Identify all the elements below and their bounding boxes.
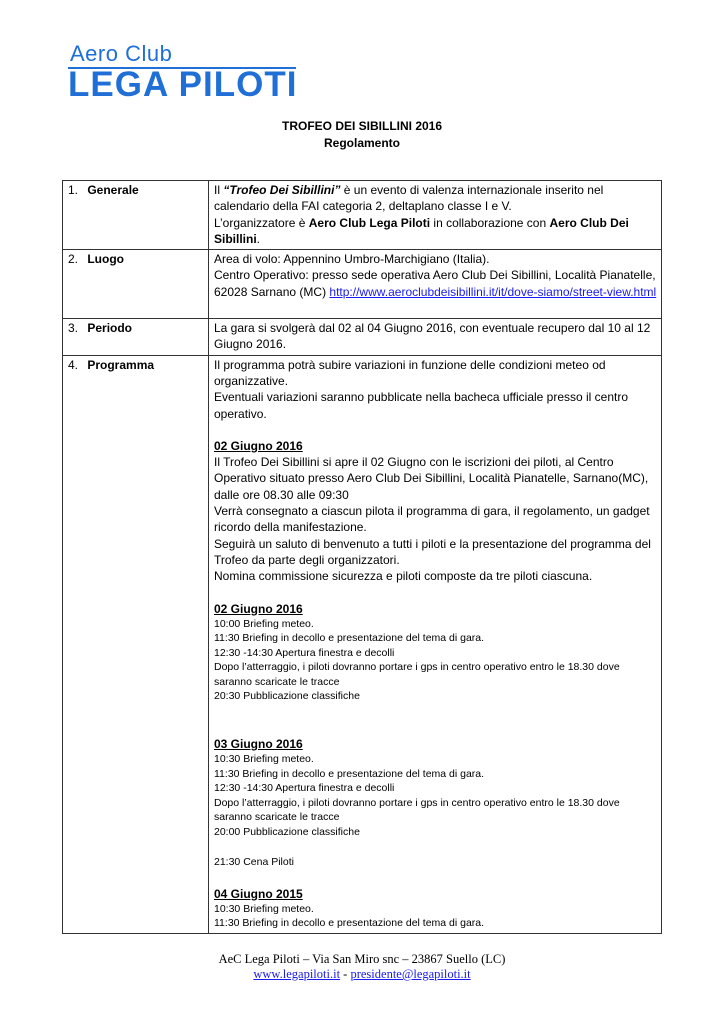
text: è un evento di valenza internazionale inserito nel calendario della FAI categoria 2, deltaplano classe I e V. xyxy=(214,183,604,214)
footer-separator: - xyxy=(340,967,351,981)
schedule-item: 11:30 Briefing in decollo e presentazione del tema di gara. xyxy=(214,767,485,780)
logo-line1: Aero Club xyxy=(70,41,173,66)
text: L’organizzatore è xyxy=(214,215,309,230)
text: Seguirà un saluto di benvenuto a tutti i piloti e la presentazione del programma del Trofeo da parte degli organizzatori. xyxy=(214,536,651,567)
row-label-cell xyxy=(63,319,209,356)
row-label-cell xyxy=(63,355,209,933)
table-row-luogo xyxy=(63,250,662,319)
row-label: Luogo xyxy=(87,252,124,267)
row-number: 4. xyxy=(68,357,79,372)
schedule-item: Dopo l’atterraggio, i piloti dovranno portare i gps in centro operativo entro le 18.30 dove saranno scaricate le tracce xyxy=(214,661,620,688)
spacer xyxy=(214,839,657,855)
row-number: 3. xyxy=(68,321,79,336)
row-content-cell xyxy=(209,355,662,933)
schedule-item: Dopo l’atterraggio, i piloti dovranno portare i gps in centro operativo entro le 18.30 dove saranno scaricate le tracce xyxy=(214,796,620,824)
footer-contacts xyxy=(0,967,724,982)
schedule-item: 11:30 Briefing in decollo e presentazione del tema di gara. xyxy=(214,917,485,930)
text: in collaborazione con xyxy=(430,215,550,230)
spacer xyxy=(214,422,657,438)
table-row-programma xyxy=(63,355,662,933)
document-subtitle: Regolamento xyxy=(323,136,400,150)
schedule-item: 10:30 Briefing meteo. xyxy=(214,753,314,766)
event-name: “Trofeo Dei Sibillini” xyxy=(223,183,341,197)
row-content-cell xyxy=(209,250,662,319)
text: . xyxy=(256,231,261,246)
row-number: 2. xyxy=(68,252,79,267)
regulation-table xyxy=(62,180,662,934)
row-content-cell xyxy=(209,181,662,250)
text: Area di volo: Appennino Umbro-Marchigiano (Italia). xyxy=(214,252,490,267)
schedule-item: 20:00 Pubblicazione classifiche xyxy=(214,825,360,838)
website-link[interactable]: www.legapiloti.it xyxy=(253,967,341,981)
day-heading: 02 Giugno 2016 xyxy=(214,438,303,453)
aero-club-lega-piloti-logo xyxy=(68,42,300,102)
schedule-item: 10:00 Briefing meteo. xyxy=(214,617,314,630)
table-row-generale xyxy=(63,181,662,250)
day-heading: 03 Giugno 2016 xyxy=(214,736,303,751)
email-link[interactable]: presidente@legapiloti.it xyxy=(350,967,471,981)
schedule-item: 10:30 Briefing meteo. xyxy=(214,902,314,915)
text: La gara si svolgerà dal 02 al 04 Giugno 2016, con eventuale recupero dal 10 al 12 Giugno 2016. xyxy=(214,321,651,352)
spacer xyxy=(214,870,657,886)
spacer xyxy=(214,300,657,316)
partner-name: Aero Club Dei Sibillini xyxy=(214,215,629,246)
row-label: Generale xyxy=(87,183,139,197)
text: Verrà consegnato a ciascun pilota il programma di gara, il regolamento, un gadget ricordo della manifestazione. xyxy=(214,504,650,535)
table-row-periodo xyxy=(63,319,662,356)
schedule-item: 20:30 Pubblicazione classifiche xyxy=(214,690,360,703)
row-content-cell xyxy=(209,319,662,356)
row-label-cell xyxy=(63,250,209,319)
text: Centro Operativo: presso sede operativa Aero Club Dei Sibillini, Località Pianatelle, 62028 Sarnano (MC) xyxy=(214,268,656,299)
document-title: TROFEO DEI SIBILLINI 2016 xyxy=(281,119,443,133)
text: Nomina commissione sicurezza e piloti composte da tre piloti ciascuna. xyxy=(214,569,593,584)
text: Il programma potrà subire variazioni in funzione delle condizioni meteo od organizzative. xyxy=(214,357,606,388)
row-label: Periodo xyxy=(87,321,133,336)
schedule-item: 12:30 -14:30 Apertura finestra e decolli xyxy=(214,782,395,795)
schedule-item: 11:30 Briefing in decollo e presentazione del tema di gara. xyxy=(214,632,485,645)
row-number: 1. xyxy=(68,183,79,197)
schedule-item: 12:30 -14:30 Apertura finestra e decolli xyxy=(214,646,395,659)
location-link[interactable]: http://www.aeroclubdeisibillini.it/it/dove-siamo/street-view.html xyxy=(329,284,657,299)
day-heading: 02 Giugno 2016 xyxy=(214,601,303,616)
text: Il xyxy=(214,183,224,197)
schedule-item: 21:30 Cena Piloti xyxy=(214,856,294,869)
row-label: Programma xyxy=(87,357,155,372)
text: Eventuali variazioni saranno pubblicate nella bacheca ufficiale presso il centro operativo. xyxy=(214,390,629,421)
day-heading: 04 Giugno 2015 xyxy=(214,886,303,901)
organizer-name: Aero Club Lega Piloti xyxy=(308,215,431,230)
text: Il Trofeo Dei Sibillini si apre il 02 Giugno con le iscrizioni dei piloti, al Centro Operativo situato presso Aero Club Dei Sibillini, Località Pianatelle, Sarnano(MC), dalle ore 08.30 alle 09:30 xyxy=(214,455,649,502)
logo-line2: LEGA PILOTI xyxy=(68,65,298,104)
row-label-cell xyxy=(63,181,209,250)
spacer xyxy=(214,585,657,601)
spacer xyxy=(214,704,657,736)
footer-address: AeC Lega Piloti – Via San Miro snc – 23867 Suello (LC) xyxy=(218,952,506,966)
